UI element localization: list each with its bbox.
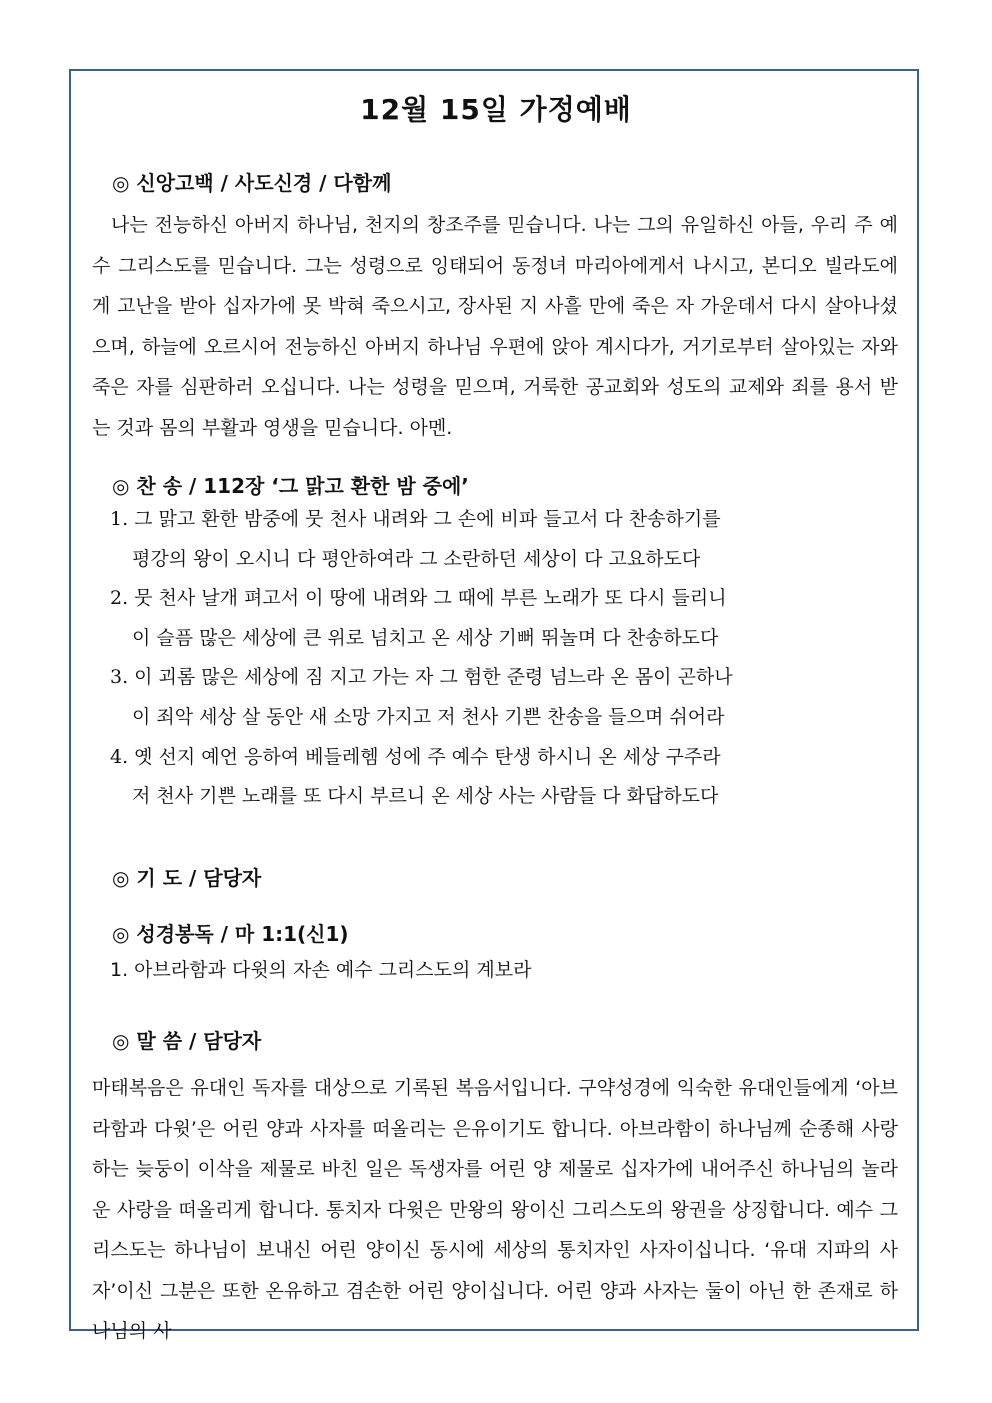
hymn-line: 2. 뭇 천사 날개 펴고서 이 땅에 내려와 그 때에 부른 노래가 또 다시 들리니: [110, 587, 727, 610]
page-title: 12월 15일 가정예배: [360, 93, 632, 126]
hymn-line: 이 죄악 세상 살 동안 새 소망 가지고 저 천사 기쁜 찬송을 들으며 쉬어라: [132, 705, 725, 728]
reading-heading: ◎ 성경봉독 / 마 1:1(신1): [112, 922, 349, 946]
hymn-line: 이 슬픔 많은 세상에 큰 위로 넘치고 온 세상 기뻐 뛰놀며 다 찬송하도다: [132, 626, 719, 649]
reading-verse: 1. 아브라함과 다윗의 자손 예수 그리스도의 계보라: [110, 959, 532, 981]
hymn-line: 3. 이 괴롬 많은 세상에 짐 지고 가는 자 그 험한 준령 넘느라 온 몸이 곤하나: [110, 666, 733, 689]
hymn-line: 1. 그 맑고 환한 밤중에 뭇 천사 내려와 그 손에 비파 들고서 다 찬송하기를: [110, 508, 721, 530]
prayer-heading: ◎ 기 도 / 담당자: [112, 866, 262, 890]
sermon-text: 마태복음은 유대인 독자를 대상으로 기록된 복음서입니다. 구약성경에 익숙한 유대인들에게 ‘아브라함과 다윗’은 어린 양과 사자를 떠올리는 은유이기도 합니다. 아브라함이 하나님께 순종해 사랑하는 늦둥이 이삭을 제물로 바친 일은 독생자를 어린 양 제물로 십자가에 내어주신 하나님의 놀라운 사랑을 떠올리게 합니다. 통치자 다윗은 만왕의 왕이신 그리스도의 왕권을 상징합니다. 예수 그리스도는 하나님이 보내신 어린 양이신 동시에 세상의 통치자인 사자이십니다. ‘유대 지파의 사자’이신 그분은 또한 온유하고 겸손한 어린 양이십니다. 어린 양과 사자는 둘이 아닌 한 존재로 하나님의 사: [92, 1077, 898, 1342]
creed-heading: ◎ 신앙고백 / 사도신경 / 다함께: [112, 171, 392, 195]
creed-text-block: [92, 205, 898, 448]
hymn-line: 저 천사 기쁜 노래를 또 다시 부르니 온 세상 사는 사람들 다 화답하도다: [132, 785, 719, 808]
hymn-line: 평강의 왕이 오시니 다 평안하여라 그 소란하던 세상이 다 고요하도다: [132, 547, 701, 570]
hymn-heading: ◎ 찬 송 / 112장 ‘그 맑고 환한 밤 중에’: [112, 474, 469, 498]
hymn-lyrics: [110, 500, 870, 817]
sermon-heading: ◎ 말 씀 / 담당자: [112, 1029, 262, 1053]
creed-text: 나는 전능하신 아버지 하나님, 천지의 창조주를 믿습니다. 나는 그의 유일하신 아들, 우리 주 예수 그리스도를 믿습니다. 그는 성령으로 잉태되어 동정녀 마리아에게서 나시고, 본디오 빌라도에게 고난을 받아 십자가에 못 박혀 죽으시고, 장사된 지 사흘 만에 죽은 자 가운데서 다시 살아나셨으며, 하늘에 오르시어 전능하신 아버지 하나님 우편에 앉아 계시다가, 거기로부터 살아있는 자와 죽은 자를 심판하러 오십니다. 나는 성령을 믿으며, 거룩한 공교회와 성도의 교제와 죄를 용서 받는 것과 몸의 부활과 영생을 믿습니다. 아멘.: [92, 214, 898, 439]
hymn-line: 4. 옛 선지 예언 응하여 베들레헴 성에 주 예수 탄생 하시니 온 세상 구주라: [110, 745, 721, 768]
sermon-text-block: [92, 1068, 898, 1342]
